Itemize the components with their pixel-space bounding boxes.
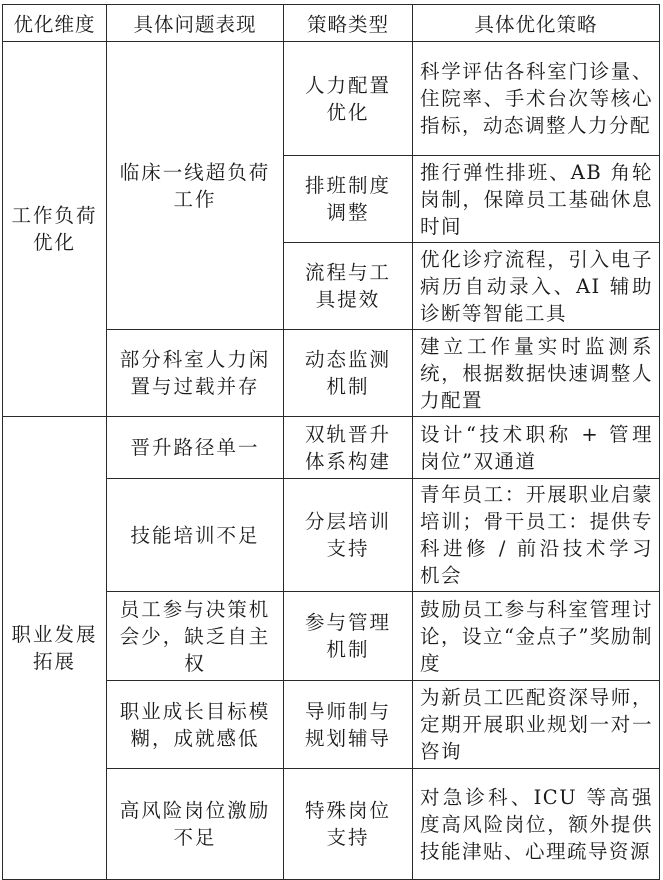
strategy-detail-cell: 对急诊科、ICU 等高强度高风险岗位，额外提供技能津贴、心理疏导资源	[413, 769, 660, 880]
strategy-table	[2, 4, 660, 880]
dimension-cell: 职业发展拓展	[3, 417, 107, 880]
dimension-cell: 工作负荷优化	[3, 42, 107, 417]
strategy-detail-cell: 科学评估各科室门诊量、住院率、手术台次等核心指标，动态调整人力分配	[413, 42, 660, 156]
strategy-detail-cell: 鼓励员工参与科室管理讨论，设立“金点子”奖励制度	[413, 592, 660, 681]
strategy-type-cell: 参与管理机制	[284, 592, 413, 681]
strategy-detail-cell: 为新员工匹配资深导师，定期开展职业规划一对一咨询	[413, 681, 660, 769]
table-row	[3, 417, 660, 479]
problem-cell: 高风险岗位激励不足	[107, 769, 284, 880]
strategy-detail-cell: 设计“技术职称 + 管理岗位”双通道	[413, 417, 660, 479]
strategy-type-cell: 分层培训支持	[284, 479, 413, 592]
strategy-type-cell: 人力配置优化	[284, 42, 413, 156]
strategy-type-cell: 排班制度调整	[284, 156, 413, 243]
strategy-detail-cell: 建立工作量实时监测系统，根据数据快速调整人力配置	[413, 330, 660, 417]
problem-cell: 技能培训不足	[107, 479, 284, 592]
strategy-type-cell: 流程与工具提效	[284, 243, 413, 330]
strategy-type-cell: 特殊岗位支持	[284, 769, 413, 880]
header-strategy-type: 策略类型	[284, 5, 413, 42]
strategy-type-cell: 双轨晋升体系构建	[284, 417, 413, 479]
strategy-detail-cell: 推行弹性排班、AB 角轮岗制，保障员工基础休息时间	[413, 156, 660, 243]
strategy-type-cell: 导师制与规划辅导	[284, 681, 413, 769]
problem-cell: 职业成长目标模糊，成就感低	[107, 681, 284, 769]
header-strategy-detail: 具体优化策略	[413, 5, 660, 42]
header-dimension: 优化维度	[3, 5, 107, 42]
strategy-detail-cell: 优化诊疗流程，引入电子病历自动录入、AI 辅助诊断等智能工具	[413, 243, 660, 330]
problem-cell: 临床一线超负荷工作	[107, 42, 284, 330]
strategy-type-cell: 动态监测机制	[284, 330, 413, 417]
problem-cell: 部分科室人力闲置与过载并存	[107, 330, 284, 417]
header-row	[3, 5, 660, 42]
problem-cell: 员工参与决策机会少，缺乏自主权	[107, 592, 284, 681]
header-problem: 具体问题表现	[107, 5, 284, 42]
problem-cell: 晋升路径单一	[107, 417, 284, 479]
table-row	[3, 42, 660, 156]
strategy-detail-cell: 青年员工：开展职业启蒙培训；骨干员工：提供专科进修 / 前沿技术学习机会	[413, 479, 660, 592]
